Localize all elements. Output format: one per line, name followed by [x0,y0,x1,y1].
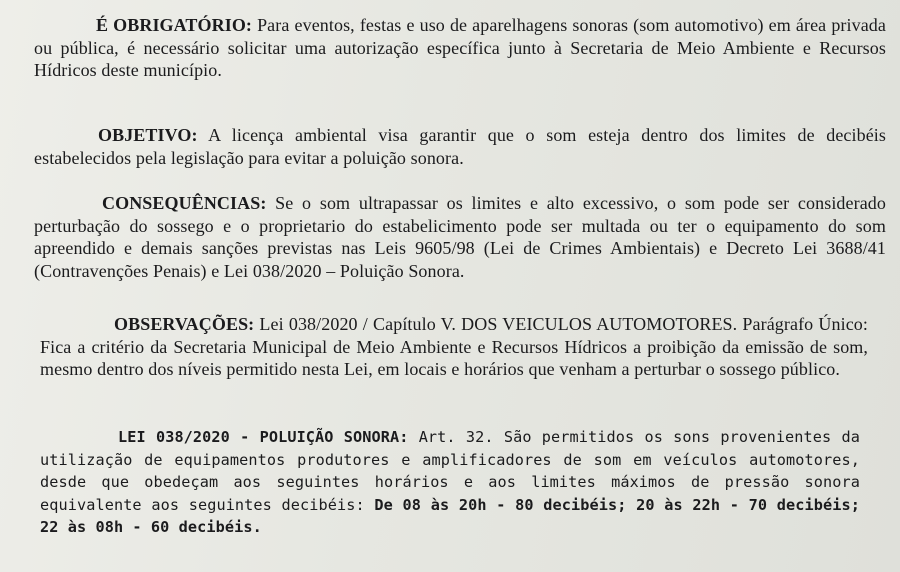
text-obrigatorio: Para eventos, festas e uso de aparelhagens sonoras (som automotivo) em área privada ou pública, é necessário solicitar uma autorização específica junto à Secretaria de Meio Ambiente e Recursos Hídricos deste município. [34,15,886,80]
paragraph-observacoes [40,313,868,381]
label-lei: LEI 038/2020 - POLUIÇÃO SONORA: [118,428,409,446]
paragraph-consequencias [34,192,886,282]
label-obrigatorio: É OBRIGATÓRIO: [96,15,253,35]
text-objetivo: A licença ambiental visa garantir que o som esteja dentro dos limites de decibéis estabelecidos pela legislação para evitar a poluição sonora. [34,125,886,168]
text-consequencias: Se o som ultrapassar os limites e alto excessivo, o som pode ser considerado perturbação do sossego e o proprietario do estabelicimento pode ser multada ou ter o equipamento do som apreendido e demais sanções previstas nas Leis 9605/98 (Lei de Crimes Ambientais) e Decreto Lei 3688/41 (Contravenções Penais) e Lei 038/2020 – Poluição Sonora. [34,193,886,281]
label-objetivo: OBJETIVO: [98,125,198,145]
paragraph-obrigatorio [34,14,886,82]
paragraph-objetivo [34,124,886,169]
label-observacoes: OBSERVAÇÕES: [114,314,255,334]
text-observacoes: Lei 038/2020 / Capítulo V. DOS VEICULOS AUTOMOTORES. Parágrafo Único: Fica a critério da Secretaria Municipal de Meio Ambiente e Recursos Hídricos a proibição da emissão de som, mesmo dentro dos níveis permitido nesta Lei, em locais e horários que venham a perturbar o sossego público. [40,314,868,379]
decibel-limits: De 08 às 20h - 80 decibéis; 20 às 22h - 70 decibéis; 22 às 08h - 60 decibéis. [40,495,861,536]
paragraph-lei [40,426,860,539]
label-consequencias: CONSEQUÊNCIAS: [102,193,267,213]
text-lei: Art. 32. São permitidos os sons provenientes da utilização de equipamentos produtores e amplificadores de som em veículos automotores, desde que obedeçam aos seguintes horários e aos limites máximos de pressão sonora equivalente aos seguintes decibéis: [40,428,860,514]
